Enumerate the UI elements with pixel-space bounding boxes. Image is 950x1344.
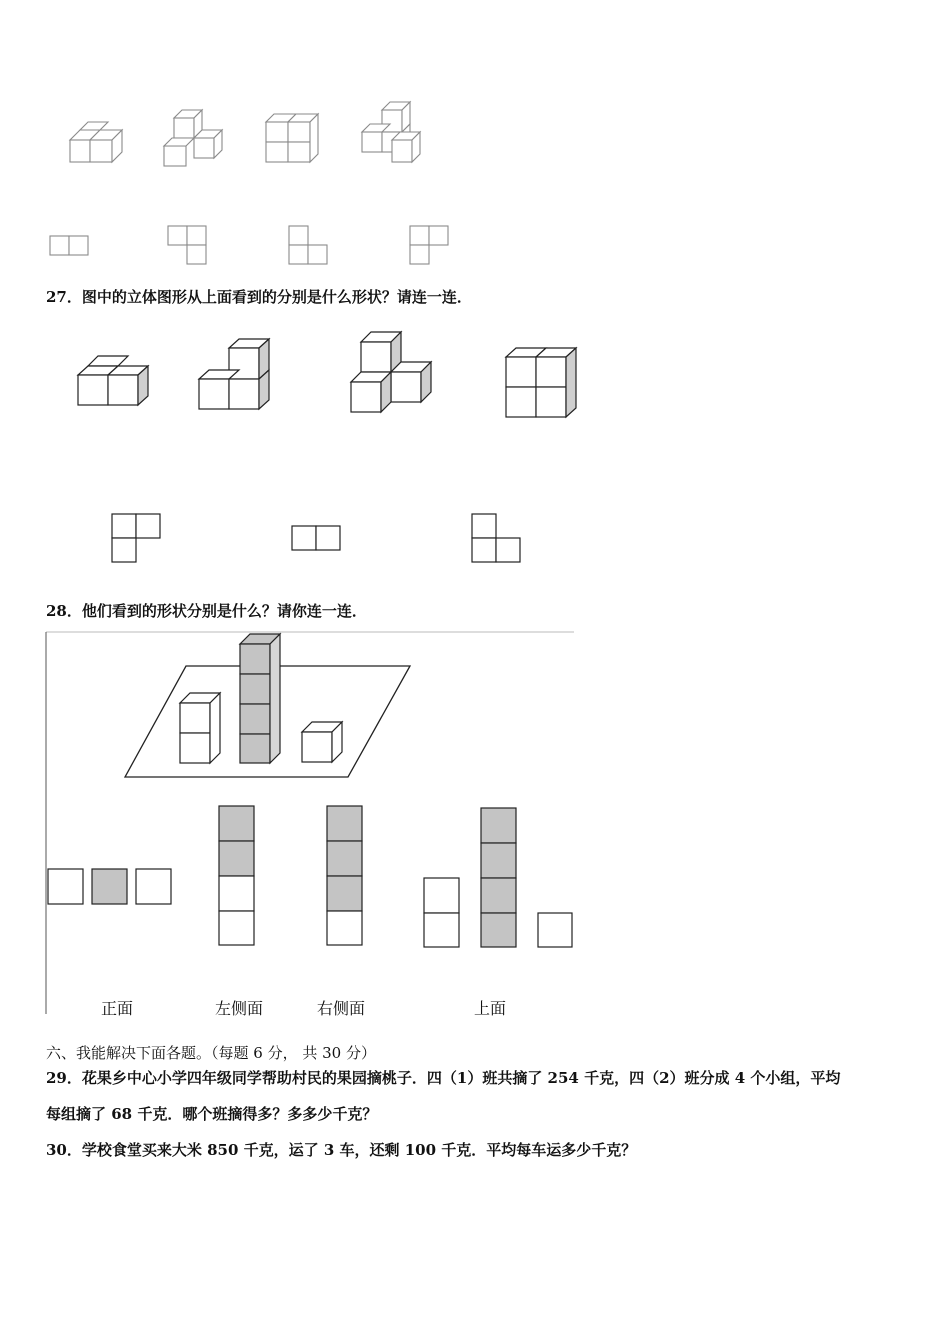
q29-line-2: 每组摘了 68 千克．哪个班摘得多？多多少千克？ xyxy=(46,1105,378,1123)
q30-text: 30．学校食堂买来大米 850 千克，运了 3 车，还剩 100 千克．平均每车运多少千克？ xyxy=(46,1141,637,1159)
single-cube-white xyxy=(302,722,342,762)
label-front: 正面 xyxy=(101,999,134,1018)
q27-text: 27．图中的立体图形从上面看到的分别是什么形状？请连一连． xyxy=(46,288,472,306)
stack-2-white xyxy=(180,693,220,763)
view-column-left xyxy=(219,806,254,945)
q29-line-1: 29．花果乡中心小学四年级同学帮助村民的果园摘桃子．四（1）班共摘了 254 千克，四（2）班分成 4 个小组，平均 xyxy=(46,1069,841,1087)
label-top: 上面 xyxy=(474,999,507,1018)
label-right-side: 右侧面 xyxy=(317,999,366,1018)
view-front-2-4-1 xyxy=(424,808,572,947)
view-column-right xyxy=(327,806,362,945)
view-row-three xyxy=(48,869,171,904)
q28-text: 28．他们看到的形状分别是什么？请你连一连． xyxy=(46,602,367,620)
section-6-heading: 六、我能解决下面各题。（每题 6 分， 共 30 分） xyxy=(46,1044,376,1062)
label-left-side: 左侧面 xyxy=(215,999,264,1018)
stack-4-grey xyxy=(240,634,280,763)
